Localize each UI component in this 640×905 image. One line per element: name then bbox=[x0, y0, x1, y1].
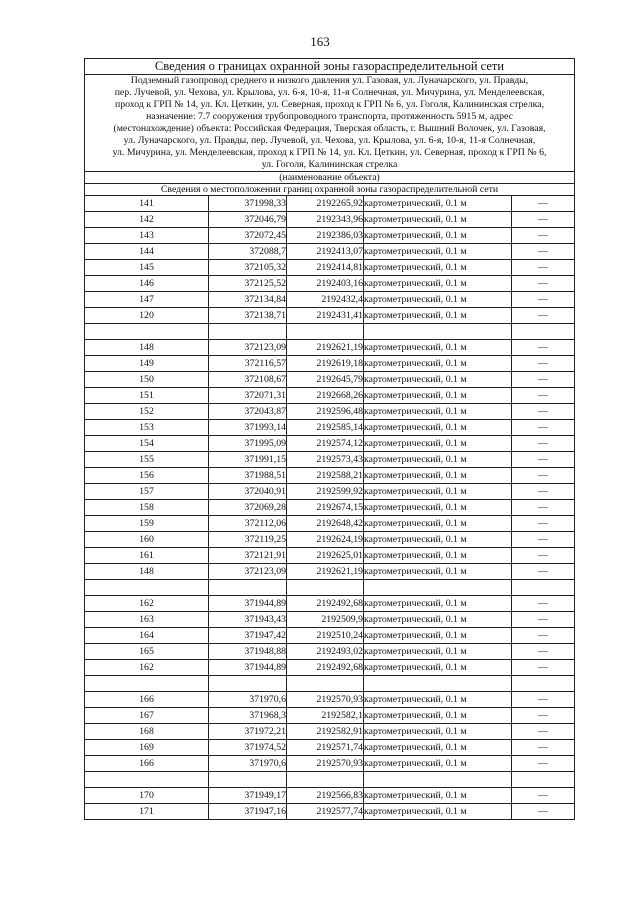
coordinate-x: 371970,6 bbox=[209, 756, 287, 772]
note-cell bbox=[512, 596, 575, 612]
point-number: 166 bbox=[85, 692, 209, 708]
note-cell bbox=[512, 644, 575, 660]
note-cell bbox=[512, 548, 575, 564]
description-line: (местонахождение) объекта: Российская Федерация, Тверская область, г. Вышний Волочек, ул. Газовая, bbox=[113, 123, 546, 134]
table-row bbox=[85, 436, 575, 452]
table-row bbox=[85, 596, 575, 612]
determination-method: картометрический, 0.1 м bbox=[364, 724, 512, 740]
coordinate-y: 2192674,15 bbox=[287, 500, 364, 516]
coordinate-y: 2192431,41 bbox=[287, 308, 364, 324]
determination-method: картометрический, 0.1 м bbox=[364, 420, 512, 436]
table-row bbox=[85, 644, 575, 660]
coordinate-y: 2192493,02 bbox=[287, 644, 364, 660]
point-number: 142 bbox=[85, 212, 209, 228]
coordinate-y: 2192492,68 bbox=[287, 596, 364, 612]
determination-method: картометрический, 0.1 м bbox=[364, 804, 512, 820]
note-cell bbox=[512, 708, 575, 724]
table-row bbox=[85, 756, 575, 772]
note-cell bbox=[512, 516, 575, 532]
description-line: ул. Луначарского, ул. Правды, пер. Лучевой, ул. Чехова, ул. Крылова, ул. 6-я, 10-я, 11-я Солнечная, bbox=[123, 135, 536, 146]
coordinate-y: 2192582,91 bbox=[287, 724, 364, 740]
coordinate-y: 2192573,43 bbox=[287, 452, 364, 468]
note-dash: — bbox=[538, 438, 548, 449]
point-number: 148 bbox=[85, 340, 209, 356]
determination-method: картометрический, 0.1 м bbox=[364, 532, 512, 548]
determination-method: картометрический, 0.1 м bbox=[364, 468, 512, 484]
table-row bbox=[85, 516, 575, 532]
page-number: 163 bbox=[310, 34, 330, 49]
table-row bbox=[85, 292, 575, 308]
table-row bbox=[85, 196, 575, 212]
coordinate-x: 372069,28 bbox=[209, 500, 287, 516]
coordinate-x: 371972,21 bbox=[209, 724, 287, 740]
point-number: 162 bbox=[85, 660, 209, 676]
empty-cell bbox=[364, 772, 512, 788]
boundary-table bbox=[84, 58, 575, 820]
empty-cell bbox=[364, 676, 512, 692]
note-cell bbox=[512, 788, 575, 804]
coordinate-y: 2192619,18 bbox=[287, 356, 364, 372]
point-number: 159 bbox=[85, 516, 209, 532]
point-number: 163 bbox=[85, 612, 209, 628]
note-dash: — bbox=[538, 790, 548, 801]
point-number: 146 bbox=[85, 276, 209, 292]
note-dash: — bbox=[538, 646, 548, 657]
determination-method: картометрический, 0.1 м bbox=[364, 244, 512, 260]
note-cell bbox=[512, 340, 575, 356]
point-number: 153 bbox=[85, 420, 209, 436]
table-row bbox=[85, 244, 575, 260]
point-number: 170 bbox=[85, 788, 209, 804]
coordinate-x: 372112,06 bbox=[209, 516, 287, 532]
empty-cell bbox=[287, 324, 364, 340]
description-line: проход к ГРП № 14, ул. Кл. Цеткин, ул. Северная, проход к ГРП № 6, ул. Гоголя, Калининская стрелка, bbox=[114, 99, 545, 110]
determination-method: картометрический, 0.1 м bbox=[364, 612, 512, 628]
note-cell bbox=[512, 276, 575, 292]
empty-cell bbox=[85, 324, 209, 340]
coordinate-x: 372123,09 bbox=[209, 340, 287, 356]
table-row bbox=[85, 660, 575, 676]
table-row bbox=[85, 548, 575, 564]
coordinate-x: 371970,6 bbox=[209, 692, 287, 708]
determination-method: картометрический, 0.1 м bbox=[364, 660, 512, 676]
object-description bbox=[85, 75, 575, 172]
note-dash: — bbox=[538, 566, 548, 577]
note-dash: — bbox=[538, 198, 548, 209]
coordinate-y: 2192621,19 bbox=[287, 564, 364, 580]
determination-method: картометрический, 0.1 м bbox=[364, 260, 512, 276]
note-dash: — bbox=[538, 246, 548, 257]
point-number: 155 bbox=[85, 452, 209, 468]
point-number: 167 bbox=[85, 708, 209, 724]
note-cell bbox=[512, 292, 575, 308]
note-dash: — bbox=[538, 262, 548, 273]
empty-cell bbox=[85, 580, 209, 596]
note-cell bbox=[512, 612, 575, 628]
determination-method: картометрический, 0.1 м bbox=[364, 516, 512, 532]
note-dash: — bbox=[538, 614, 548, 625]
determination-method: картометрический, 0.1 м bbox=[364, 388, 512, 404]
coordinate-x: 372105,32 bbox=[209, 260, 287, 276]
empty-cell bbox=[209, 324, 287, 340]
coordinate-y: 2192582,1 bbox=[287, 708, 364, 724]
note-dash: — bbox=[538, 422, 548, 433]
coordinate-y: 2192588,21 bbox=[287, 468, 364, 484]
determination-method: картометрический, 0.1 м bbox=[364, 548, 512, 564]
spacer-row bbox=[85, 324, 575, 340]
empty-cell bbox=[512, 772, 575, 788]
note-dash: — bbox=[538, 342, 548, 353]
coordinate-x: 371993,14 bbox=[209, 420, 287, 436]
note-cell bbox=[512, 372, 575, 388]
note-cell bbox=[512, 500, 575, 516]
note-dash: — bbox=[538, 758, 548, 769]
note-dash: — bbox=[538, 518, 548, 529]
table-row bbox=[85, 404, 575, 420]
object-name-label: (наименование объекта) bbox=[85, 172, 575, 184]
note-cell bbox=[512, 260, 575, 276]
note-dash: — bbox=[538, 454, 548, 465]
point-number: 147 bbox=[85, 292, 209, 308]
determination-method: картометрический, 0.1 м bbox=[364, 628, 512, 644]
table-row bbox=[85, 388, 575, 404]
table-row bbox=[85, 356, 575, 372]
table-row bbox=[85, 468, 575, 484]
note-cell bbox=[512, 740, 575, 756]
note-dash: — bbox=[538, 806, 548, 817]
coordinate-x: 372138,71 bbox=[209, 308, 287, 324]
determination-method: картометрический, 0.1 м bbox=[364, 308, 512, 324]
coordinate-x: 371968,3 bbox=[209, 708, 287, 724]
coordinate-x: 371991,15 bbox=[209, 452, 287, 468]
coordinate-y: 2192621,19 bbox=[287, 340, 364, 356]
note-dash: — bbox=[538, 710, 548, 721]
note-dash: — bbox=[538, 390, 548, 401]
point-number: 169 bbox=[85, 740, 209, 756]
coordinate-x: 371974,52 bbox=[209, 740, 287, 756]
note-dash: — bbox=[538, 534, 548, 545]
determination-method: картометрический, 0.1 м bbox=[364, 788, 512, 804]
determination-method: картометрический, 0.1 м bbox=[364, 228, 512, 244]
coordinate-y: 2192509,9 bbox=[287, 612, 364, 628]
empty-cell bbox=[512, 676, 575, 692]
table-row bbox=[85, 740, 575, 756]
table-row bbox=[85, 484, 575, 500]
point-number: 151 bbox=[85, 388, 209, 404]
determination-method: картометрический, 0.1 м bbox=[364, 500, 512, 516]
coordinate-y: 2192566,83 bbox=[287, 788, 364, 804]
point-number: 164 bbox=[85, 628, 209, 644]
coordinate-x: 371949,17 bbox=[209, 788, 287, 804]
table-row bbox=[85, 212, 575, 228]
table-row bbox=[85, 564, 575, 580]
table-row bbox=[85, 612, 575, 628]
coordinate-x: 372121,91 bbox=[209, 548, 287, 564]
note-cell bbox=[512, 404, 575, 420]
coordinate-y: 2192570,93 bbox=[287, 692, 364, 708]
table-row bbox=[85, 420, 575, 436]
note-cell bbox=[512, 420, 575, 436]
note-dash: — bbox=[538, 374, 548, 385]
determination-method: картометрический, 0.1 м bbox=[364, 452, 512, 468]
note-dash: — bbox=[538, 662, 548, 673]
empty-cell bbox=[364, 580, 512, 596]
table-row bbox=[85, 228, 575, 244]
table-row bbox=[85, 804, 575, 820]
determination-method: картометрический, 0.1 м bbox=[364, 436, 512, 452]
coordinate-x: 372108,67 bbox=[209, 372, 287, 388]
coordinate-y: 2192577,74 bbox=[287, 804, 364, 820]
note-dash: — bbox=[538, 358, 548, 369]
note-dash: — bbox=[538, 230, 548, 241]
note-dash: — bbox=[538, 550, 548, 561]
note-dash: — bbox=[538, 694, 548, 705]
coordinate-y: 2192403,16 bbox=[287, 276, 364, 292]
note-dash: — bbox=[538, 406, 548, 417]
note-dash: — bbox=[538, 486, 548, 497]
coordinate-x: 372072,45 bbox=[209, 228, 287, 244]
table-row bbox=[85, 724, 575, 740]
note-cell bbox=[512, 244, 575, 260]
point-number: 145 bbox=[85, 260, 209, 276]
empty-cell bbox=[364, 324, 512, 340]
document-title: Сведения о границах охранной зоны газораспределительной сети bbox=[85, 59, 575, 75]
coordinate-y: 2192510,24 bbox=[287, 628, 364, 644]
note-dash: — bbox=[538, 294, 548, 305]
table-row bbox=[85, 372, 575, 388]
coordinate-y: 2192570,93 bbox=[287, 756, 364, 772]
determination-method: картометрический, 0.1 м bbox=[364, 564, 512, 580]
coordinate-x: 372134,84 bbox=[209, 292, 287, 308]
note-dash: — bbox=[538, 502, 548, 513]
spacer-row bbox=[85, 676, 575, 692]
point-number: 165 bbox=[85, 644, 209, 660]
determination-method: картометрический, 0.1 м bbox=[364, 484, 512, 500]
coordinate-x: 371944,89 bbox=[209, 660, 287, 676]
note-cell bbox=[512, 564, 575, 580]
coordinate-y: 2192432,4 bbox=[287, 292, 364, 308]
point-number: 120 bbox=[85, 308, 209, 324]
determination-method: картометрический, 0.1 м bbox=[364, 644, 512, 660]
coordinate-x: 371948,88 bbox=[209, 644, 287, 660]
determination-method: картометрический, 0.1 м bbox=[364, 340, 512, 356]
note-cell bbox=[512, 436, 575, 452]
note-dash: — bbox=[538, 630, 548, 641]
coordinate-y: 2192574,12 bbox=[287, 436, 364, 452]
coordinate-y: 2192596,48 bbox=[287, 404, 364, 420]
point-number: 161 bbox=[85, 548, 209, 564]
point-number: 141 bbox=[85, 196, 209, 212]
table-row bbox=[85, 452, 575, 468]
determination-method: картометрический, 0.1 м bbox=[364, 404, 512, 420]
table-row bbox=[85, 692, 575, 708]
coordinate-y: 2192625,01 bbox=[287, 548, 364, 564]
note-cell bbox=[512, 692, 575, 708]
determination-method: картометрический, 0.1 м bbox=[364, 212, 512, 228]
empty-cell bbox=[287, 772, 364, 788]
coordinate-y: 2192343,96 bbox=[287, 212, 364, 228]
point-number: 150 bbox=[85, 372, 209, 388]
table-row bbox=[85, 788, 575, 804]
note-cell bbox=[512, 628, 575, 644]
table-row bbox=[85, 532, 575, 548]
note-dash: — bbox=[538, 726, 548, 737]
coordinate-x: 371944,89 bbox=[209, 596, 287, 612]
coordinate-x: 371988,51 bbox=[209, 468, 287, 484]
coordinate-x: 372040,91 bbox=[209, 484, 287, 500]
determination-method: картометрический, 0.1 м bbox=[364, 356, 512, 372]
determination-method: картометрический, 0.1 м bbox=[364, 740, 512, 756]
coordinate-x: 372119,25 bbox=[209, 532, 287, 548]
determination-method: картометрический, 0.1 м bbox=[364, 708, 512, 724]
coordinate-y: 2192645,79 bbox=[287, 372, 364, 388]
point-number: 143 bbox=[85, 228, 209, 244]
coordinate-y: 2192624,19 bbox=[287, 532, 364, 548]
coordinate-x: 372088,7 bbox=[209, 244, 287, 260]
note-cell bbox=[512, 228, 575, 244]
point-number: 168 bbox=[85, 724, 209, 740]
coordinate-x: 371947,42 bbox=[209, 628, 287, 644]
determination-method: картометрический, 0.1 м bbox=[364, 292, 512, 308]
description-line: ул. Гоголя, Калининская стрелка bbox=[261, 159, 398, 170]
coordinate-x: 371995,09 bbox=[209, 436, 287, 452]
coordinate-x: 372043,87 bbox=[209, 404, 287, 420]
coordinate-y: 2192571,74 bbox=[287, 740, 364, 756]
table-row bbox=[85, 628, 575, 644]
note-cell bbox=[512, 356, 575, 372]
empty-cell bbox=[287, 580, 364, 596]
coordinate-y: 2192599,92 bbox=[287, 484, 364, 500]
note-dash: — bbox=[538, 278, 548, 289]
point-number: 154 bbox=[85, 436, 209, 452]
coordinate-y: 2192648,42 bbox=[287, 516, 364, 532]
note-dash: — bbox=[538, 742, 548, 753]
coordinate-y: 2192265,92 bbox=[287, 196, 364, 212]
determination-method: картометрический, 0.1 м bbox=[364, 196, 512, 212]
coordinate-x: 372071,31 bbox=[209, 388, 287, 404]
note-cell bbox=[512, 196, 575, 212]
coordinate-y: 2192668,26 bbox=[287, 388, 364, 404]
section-header: Сведения о местоположении границ охранной зоны газораспределительной сети bbox=[85, 184, 575, 196]
coordinate-y: 2192492,68 bbox=[287, 660, 364, 676]
point-number: 156 bbox=[85, 468, 209, 484]
empty-cell bbox=[85, 676, 209, 692]
point-number: 157 bbox=[85, 484, 209, 500]
coordinate-y: 2192585,14 bbox=[287, 420, 364, 436]
coordinate-y: 2192414,81 bbox=[287, 260, 364, 276]
note-cell bbox=[512, 308, 575, 324]
coordinate-x: 372046,79 bbox=[209, 212, 287, 228]
point-number: 166 bbox=[85, 756, 209, 772]
note-dash: — bbox=[538, 310, 548, 321]
point-number: 144 bbox=[85, 244, 209, 260]
point-number: 160 bbox=[85, 532, 209, 548]
table-row bbox=[85, 708, 575, 724]
empty-cell bbox=[287, 676, 364, 692]
note-cell bbox=[512, 388, 575, 404]
point-number: 162 bbox=[85, 596, 209, 612]
table-row bbox=[85, 260, 575, 276]
note-cell bbox=[512, 532, 575, 548]
note-dash: — bbox=[538, 598, 548, 609]
description-line: назначение: 7.7 сооружения трубопроводного транспорта, протяженность 5915 м, адрес bbox=[146, 111, 513, 122]
coordinate-x: 371947,16 bbox=[209, 804, 287, 820]
note-cell bbox=[512, 484, 575, 500]
coordinate-x: 372123,09 bbox=[209, 564, 287, 580]
coordinate-x: 372116,57 bbox=[209, 356, 287, 372]
empty-cell bbox=[209, 772, 287, 788]
note-cell bbox=[512, 724, 575, 740]
point-number: 152 bbox=[85, 404, 209, 420]
empty-cell bbox=[512, 580, 575, 596]
point-number: 158 bbox=[85, 500, 209, 516]
coordinate-y: 2192413,07 bbox=[287, 244, 364, 260]
coordinate-x: 371998,33 bbox=[209, 196, 287, 212]
note-cell bbox=[512, 212, 575, 228]
note-cell bbox=[512, 468, 575, 484]
empty-cell bbox=[512, 324, 575, 340]
note-dash: — bbox=[538, 214, 548, 225]
table-row bbox=[85, 308, 575, 324]
description-line: Подземный газопровод среднего и низкого давления ул. Газовая, ул. Луначарского, ул. Правды, bbox=[130, 75, 529, 86]
note-cell bbox=[512, 756, 575, 772]
description-line: пер. Лучевой, ул. Чехова, ул. Крылова, ул. 6-я, 10-я, 11-я Солнечная, ул. Мичурина, ул. Менделеевская, bbox=[114, 87, 545, 98]
determination-method: картометрический, 0.1 м bbox=[364, 756, 512, 772]
empty-cell bbox=[85, 772, 209, 788]
note-cell bbox=[512, 660, 575, 676]
note-cell bbox=[512, 804, 575, 820]
empty-cell bbox=[209, 580, 287, 596]
point-number: 149 bbox=[85, 356, 209, 372]
determination-method: картометрический, 0.1 м bbox=[364, 276, 512, 292]
empty-cell bbox=[209, 676, 287, 692]
determination-method: картометрический, 0.1 м bbox=[364, 372, 512, 388]
description-line: ул. Мичурина, ул. Менделеевская, проход к ГРП № 14, ул. Кл. Цеткин, ул. Северная, проход к ГРП № 6, bbox=[112, 147, 547, 158]
determination-method: картометрический, 0.1 м bbox=[364, 596, 512, 612]
table-row bbox=[85, 276, 575, 292]
table-row bbox=[85, 500, 575, 516]
determination-method: картометрический, 0.1 м bbox=[364, 692, 512, 708]
coordinate-x: 372125,52 bbox=[209, 276, 287, 292]
spacer-row bbox=[85, 772, 575, 788]
note-dash: — bbox=[538, 470, 548, 481]
point-number: 171 bbox=[85, 804, 209, 820]
coordinate-y: 2192386,03 bbox=[287, 228, 364, 244]
note-cell bbox=[512, 452, 575, 468]
coordinate-x: 371943,43 bbox=[209, 612, 287, 628]
point-number: 148 bbox=[85, 564, 209, 580]
spacer-row bbox=[85, 580, 575, 596]
table-row bbox=[85, 340, 575, 356]
